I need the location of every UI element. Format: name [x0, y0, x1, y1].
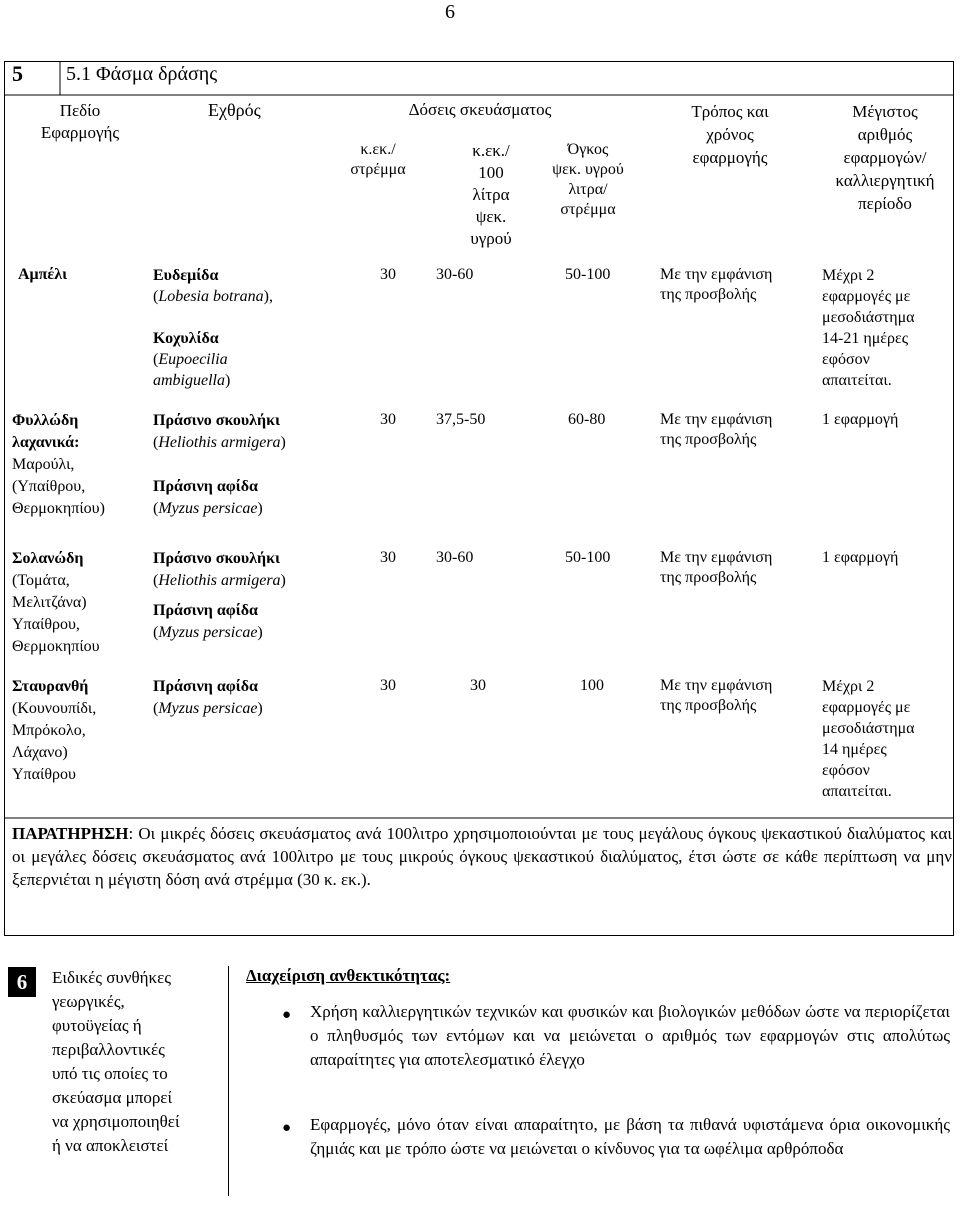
- enemy-name: Ευδεμίδα: [153, 267, 219, 284]
- header-field: [20, 100, 140, 144]
- max-applications: [822, 676, 957, 802]
- max-line: απαιτείται.: [822, 783, 892, 800]
- spray-volume: 60-80: [568, 411, 606, 428]
- header-dose3-line: στρέμμα: [560, 201, 616, 218]
- section-5-number: 5: [12, 61, 23, 86]
- crop-detail: (Υπαίθρου,: [12, 478, 86, 495]
- max-line: μεσοδιάστημα: [822, 309, 915, 326]
- dose-per-stremma: 30: [380, 411, 396, 428]
- header-spray-volume: [528, 140, 648, 220]
- mode-line: της προσβολής: [660, 569, 757, 586]
- max-line: εφόσον: [822, 762, 870, 779]
- row-crop: [18, 265, 133, 285]
- crop-name: Σολανώδη: [12, 550, 84, 567]
- enemy-latin: (Myzus persicae): [153, 700, 263, 717]
- mode-line: Με την εμφάνιση: [660, 549, 773, 566]
- header-mode-line: χρόνος: [706, 125, 754, 144]
- max-line: εφαρμογές με: [822, 288, 911, 305]
- header-max-applications: [810, 100, 960, 215]
- dose-per-stremma: 30: [380, 677, 396, 694]
- header-dose2-line: υγρού: [470, 229, 512, 248]
- crop-name: Αμπέλι: [18, 266, 68, 283]
- conditions-line: να χρησιμοποιηθεί: [52, 1112, 180, 1131]
- note-paragraph: [12, 822, 952, 891]
- crop-detail: Λάχανο): [12, 744, 68, 761]
- conditions-line: φυτοϋγείας ή: [52, 1016, 142, 1035]
- conditions-line: ή να αποκλειστεί: [52, 1136, 169, 1155]
- enemy-name: Πράσινο σκουλήκι: [153, 412, 280, 429]
- max-line: απαιτείται.: [822, 372, 892, 389]
- bullet-icon: ●: [282, 1007, 292, 1023]
- crop-detail: Μαρούλι,: [12, 456, 75, 473]
- resistance-management-title: Διαχείριση ανθεκτικότητας:: [246, 966, 451, 985]
- section-6-number: 6: [8, 967, 36, 997]
- max-line: 1 εφαρμογή: [822, 411, 899, 428]
- max-line: 14 ημέρες: [822, 741, 887, 758]
- enemy-latin: (Lobesia botrana),: [153, 288, 273, 305]
- mode-line: Με την εμφάνιση: [660, 411, 773, 428]
- bullet-item: Εφαρμογές, μόνο όταν είναι απαραίτητο, με βάση τα πιθανά υφιστάμενα όρια οικονομικής ζημιάς και με τρόπο ώστε να μειώνεται ο κίνδυνος για τα ωφέλιμα αρθρόποδα: [310, 1115, 950, 1158]
- header-field-line: Εφαρμογής: [40, 123, 120, 142]
- header-dose-per-stremma: [340, 140, 416, 180]
- crop-detail: Υπαίθρου,: [12, 616, 80, 633]
- bullet-icon: ●: [282, 1120, 292, 1136]
- header-max-line: Μέγιστος: [852, 102, 918, 121]
- crop-detail: Υπαίθρου: [12, 766, 76, 783]
- row-crop: [12, 676, 142, 786]
- row-crop: [12, 410, 142, 520]
- header-application-mode: [655, 100, 805, 169]
- application-mode: [660, 676, 810, 716]
- spray-volume: 100: [580, 677, 604, 694]
- enemy-latin: (Heliothis armigera): [153, 434, 286, 451]
- crop-detail: Θερμοκηπίου): [12, 500, 105, 517]
- mode-line: της προσβολής: [660, 431, 757, 448]
- crop-name: Φυλλώδη: [12, 412, 79, 429]
- header-mode-line: εφαρμογής: [692, 148, 768, 167]
- header-dose3-line: λιτρα/: [568, 181, 608, 198]
- max-line: 1 εφαρμογή: [822, 549, 899, 566]
- crop-name: Σταυρανθή: [12, 678, 89, 695]
- header-field-line: Πεδίο: [59, 101, 101, 120]
- enemy-latin: (Myzus persicae): [153, 624, 263, 641]
- dose-per-100l: 30-60: [436, 549, 474, 566]
- conditions-line: Ειδικές συνθήκες: [52, 968, 171, 987]
- crop-detail: Θερμοκηπίου: [12, 638, 100, 655]
- header-max-line: εφαρμογών/: [843, 148, 927, 167]
- max-applications: [822, 410, 952, 430]
- header-enemy: Εχθρός: [208, 100, 261, 120]
- enemy-name: Πράσινη αφίδα: [153, 602, 258, 619]
- row-crop: [12, 548, 142, 658]
- header-doses: Δόσεις σκευάσματος: [408, 100, 552, 119]
- conditions-line: περιβαλλοντικές: [52, 1040, 165, 1059]
- dose-per-stremma: 30: [380, 549, 396, 566]
- header-dose2-line: κ.εκ./: [472, 141, 510, 160]
- page-number: 6: [445, 1, 455, 23]
- max-line: Μέχρι 2: [822, 267, 875, 284]
- header-max-line: αριθμός: [857, 125, 913, 144]
- conditions-line: γεωργικές,: [52, 992, 125, 1011]
- max-applications: [822, 548, 952, 568]
- note-label: ΠΑΡΑΤΗΡΗΣΗ: [12, 824, 129, 843]
- header-dose3-line: Όγκος: [567, 141, 609, 158]
- header-max-line: περίοδο: [858, 194, 912, 213]
- row-enemies: [153, 548, 343, 644]
- header-dose1-line: κ.εκ./: [360, 141, 396, 158]
- application-mode: [660, 548, 810, 588]
- spray-volume: 50-100: [565, 549, 611, 566]
- max-line: εφαρμογές με: [822, 699, 911, 716]
- conditions-line: υπό τις οποίες το: [52, 1064, 168, 1083]
- header-dose2-line: 100: [478, 163, 504, 182]
- enemy-latin: (Heliothis armigera): [153, 572, 286, 589]
- enemy-latin: ambiguella): [153, 372, 231, 389]
- conditions-line: σκεύασμα μπορεί: [52, 1088, 173, 1107]
- dose-per-stremma: 30: [380, 266, 396, 283]
- note-text: : Οι μικρές δόσεις σκευάσματος ανά 100λιτρο χρησιμοποιούνται με τους μεγάλους όγκους ψεκαστικού διαλύματος και οι μεγάλες δόσεις σκευάσματος ανά 100λιτρο με τους μικρούς όγκους ψεκαστικού διαλύματος, έτσι ώστε σε κάθε περίπτωση να μην ξεπερνιέται η μέγιστη δόση ανά στρέμμα (30 κ. εκ.).: [12, 824, 952, 889]
- crop-name: λαχανικά:: [12, 434, 80, 451]
- crop-detail: (Τομάτα,: [12, 572, 70, 589]
- dose-per-100l: 37,5-50: [436, 411, 486, 428]
- max-line: Μέχρι 2: [822, 678, 875, 695]
- crop-detail: Μπρόκολο,: [12, 722, 86, 739]
- enemy-latin: (Eupoecilia: [153, 351, 228, 368]
- header-dose2-line: λίτρα: [472, 185, 510, 204]
- crop-detail: Μελιτζάνα): [12, 594, 87, 611]
- mode-line: της προσβολής: [660, 697, 757, 714]
- special-conditions: [52, 966, 224, 1158]
- mode-line: Με την εμφάνιση: [660, 266, 773, 283]
- crop-detail: (Κουνουπίδι,: [12, 700, 97, 717]
- application-mode: [660, 410, 810, 450]
- application-mode: [660, 265, 810, 305]
- dose-per-100l: 30: [470, 677, 486, 694]
- header-dose2-line: ψεκ.: [475, 207, 507, 226]
- max-line: εφόσον: [822, 351, 870, 368]
- max-line: 14-21 ημέρες: [822, 330, 909, 347]
- section-5-title: 5.1 Φάσμα δράσης: [66, 63, 218, 85]
- enemy-name: Πράσινη αφίδα: [153, 478, 258, 495]
- header-dose3-line: ψεκ. υγρού: [552, 161, 624, 178]
- mode-line: Με την εμφάνιση: [660, 677, 773, 694]
- header-dose1-line: στρέμμα: [350, 161, 406, 178]
- row-enemies: [153, 265, 333, 391]
- enemy-latin: (Myzus persicae): [153, 500, 263, 517]
- max-applications: [822, 265, 957, 391]
- spray-volume: 50-100: [565, 266, 611, 283]
- enemy-name: Κοχυλίδα: [153, 330, 219, 347]
- bullet-item: Χρήση καλλιεργητικών τεχνικών και φυσικών και βιολογικών μεθόδων ώστε να περιορίζεται ο πληθυσμός των εντόμων και να μειώνεται ο αριθμός των εφαρμογών στις απολύτως απαραίτητες για αποτελεσματικό έλεγχο: [310, 1002, 950, 1069]
- dose-per-100l: 30-60: [436, 266, 474, 283]
- row-enemies: [153, 410, 343, 520]
- enemy-name: Πράσινο σκουλήκι: [153, 550, 280, 567]
- enemy-name: Πράσινη αφίδα: [153, 678, 258, 695]
- max-line: μεσοδιάστημα: [822, 720, 915, 737]
- mode-line: της προσβολής: [660, 286, 757, 303]
- header-mode-line: Τρόπος και: [691, 102, 769, 121]
- row-enemies: [153, 676, 343, 720]
- header-max-line: καλλιεργητική: [835, 171, 935, 190]
